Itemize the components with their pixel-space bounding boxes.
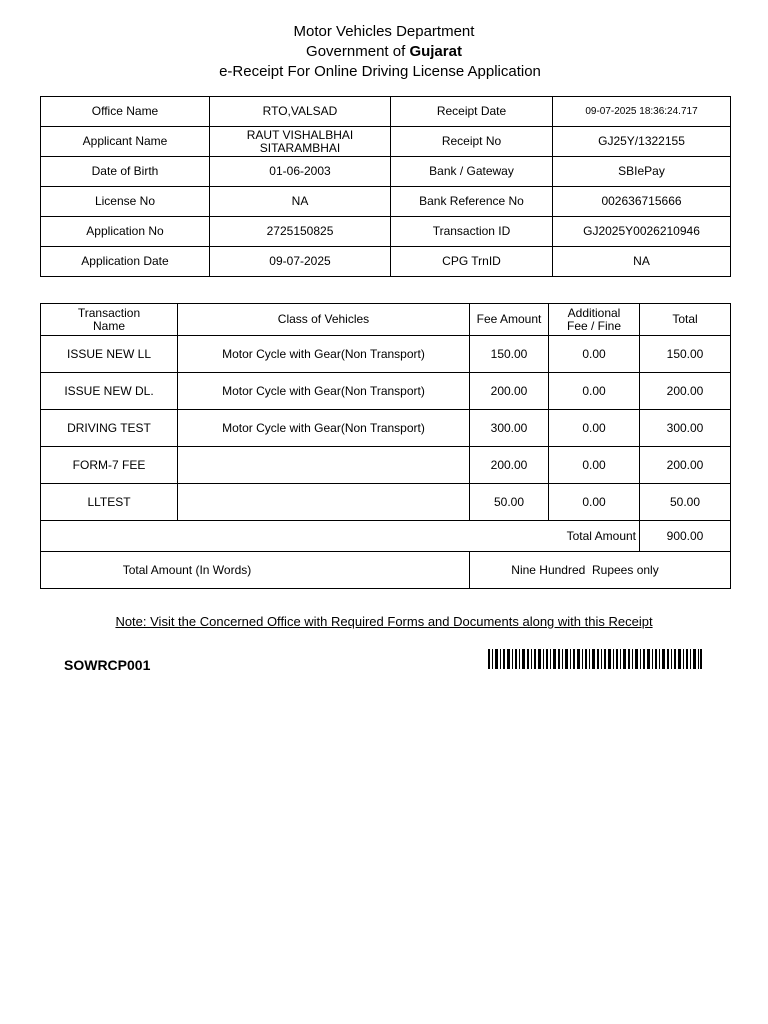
fee-additional: 0.00	[549, 410, 640, 447]
bank-gateway-label: Bank / Gateway	[391, 157, 553, 187]
fee-row	[41, 447, 731, 484]
department-title: Motor Vehicles Department	[293, 23, 475, 40]
barcode	[488, 649, 702, 669]
application-no-value: 2725150825	[210, 217, 391, 247]
fee-transaction-name: FORM-7 FEE	[41, 447, 178, 484]
info-row	[41, 157, 731, 187]
header-transaction-line1: Transaction	[77, 305, 141, 320]
office-name-label: Office Name	[41, 97, 210, 127]
application-no-label: Application No	[41, 217, 210, 247]
transaction-id-label: Transaction ID	[391, 217, 553, 247]
header-additional-line2: Fee / Fine	[566, 318, 622, 333]
amount-in-words-text: Nine Hundred Rupees only	[511, 562, 659, 577]
fee-additional: 0.00	[549, 447, 640, 484]
bank-reference-value: 002636715666	[553, 187, 731, 217]
info-row	[41, 217, 731, 247]
state-name: Gujarat	[409, 43, 462, 60]
applicant-name-label: Applicant Name	[41, 127, 210, 157]
applicant-name-line1: RAUT VISHALBHAI	[246, 127, 354, 142]
header-total: Total	[640, 304, 731, 336]
application-date-value: 09-07-2025	[210, 247, 391, 277]
applicant-info-table	[40, 96, 731, 277]
government-line	[0, 42, 768, 62]
header-transaction-line2: Name	[92, 318, 125, 333]
fee-total: 200.00	[640, 447, 731, 484]
fee-total: 300.00	[640, 410, 731, 447]
fee-total: 200.00	[640, 373, 731, 410]
cpg-trnid-label: CPG TrnID	[391, 247, 553, 277]
fee-vehicle-class: Motor Cycle with Gear(Non Transport)	[178, 373, 470, 410]
fee-additional: 0.00	[549, 484, 640, 521]
cpg-trnid-value: NA	[553, 247, 731, 277]
fee-amount: 50.00	[470, 484, 549, 521]
bank-gateway-value: SBIePay	[553, 157, 731, 187]
receipt-date-label: Receipt Date	[391, 97, 553, 127]
info-row	[41, 247, 731, 277]
fee-vehicle-class	[178, 447, 470, 484]
receipt-header	[0, 22, 768, 82]
bank-reference-label: Bank Reference No	[391, 187, 553, 217]
fee-additional: 0.00	[549, 373, 640, 410]
info-row	[41, 97, 731, 127]
fee-transaction-name: ISSUE NEW DL.	[41, 373, 178, 410]
receipt-no-label: Receipt No	[391, 127, 553, 157]
fee-row	[41, 484, 731, 521]
amount-in-words-row	[41, 552, 731, 589]
license-no-value: NA	[210, 187, 391, 217]
fee-vehicle-class: Motor Cycle with Gear(Non Transport)	[178, 336, 470, 373]
total-amount-row	[41, 521, 731, 552]
amount-in-words-label-text: Total Amount (In Words)	[122, 562, 252, 577]
fee-total: 50.00	[640, 484, 731, 521]
fee-table-header	[41, 304, 731, 336]
government-prefix: Government of	[306, 43, 410, 60]
dob-label: Date of Birth	[41, 157, 210, 187]
header-fee-amount: Fee Amount	[470, 304, 549, 336]
total-amount-value: 900.00	[640, 521, 731, 552]
header-class-of-vehicles: Class of Vehicles	[178, 304, 470, 336]
application-date-label: Application Date	[41, 247, 210, 277]
transaction-id-value: GJ2025Y0026210946	[553, 217, 731, 247]
fee-total: 150.00	[640, 336, 731, 373]
note-text	[0, 614, 768, 629]
amount-in-words-value	[470, 552, 731, 589]
fee-amount: 200.00	[470, 447, 549, 484]
fee-transaction-name: ISSUE NEW LL	[41, 336, 178, 373]
fee-additional: 0.00	[549, 336, 640, 373]
fee-amount: 150.00	[470, 336, 549, 373]
header-transaction-name	[41, 304, 178, 336]
fee-transaction-name: LLTEST	[41, 484, 178, 521]
info-row	[41, 187, 731, 217]
info-row	[41, 127, 731, 157]
receipt-no-value: GJ25Y/1322155	[553, 127, 731, 157]
fee-row	[41, 373, 731, 410]
fee-table	[40, 303, 731, 589]
header-additional-line1: Additional	[567, 305, 621, 320]
applicant-name-line2: SITARAMBHAI	[259, 140, 341, 155]
total-amount-label: Total Amount	[41, 521, 640, 552]
office-name-value: RTO,VALSAD	[210, 97, 391, 127]
header-additional-fee	[549, 304, 640, 336]
applicant-name-value	[210, 127, 391, 157]
fee-transaction-name: DRIVING TEST	[41, 410, 178, 447]
amount-in-words-label	[41, 552, 470, 589]
fee-amount: 300.00	[470, 410, 549, 447]
receipt-code: SOWRCP001	[64, 657, 151, 673]
receipt-title: e-Receipt For Online Driving License Application	[219, 63, 541, 80]
fee-row	[41, 410, 731, 447]
note-text-content: Note: Visit the Concerned Office with Required Forms and Documents along with this Receipt	[115, 614, 653, 629]
dob-value: 01-06-2003	[210, 157, 391, 187]
fee-amount: 200.00	[470, 373, 549, 410]
fee-row	[41, 336, 731, 373]
license-no-label: License No	[41, 187, 210, 217]
fee-vehicle-class	[178, 484, 470, 521]
receipt-date-value: 09-07-2025 18:36:24.717	[553, 97, 731, 127]
fee-vehicle-class: Motor Cycle with Gear(Non Transport)	[178, 410, 470, 447]
